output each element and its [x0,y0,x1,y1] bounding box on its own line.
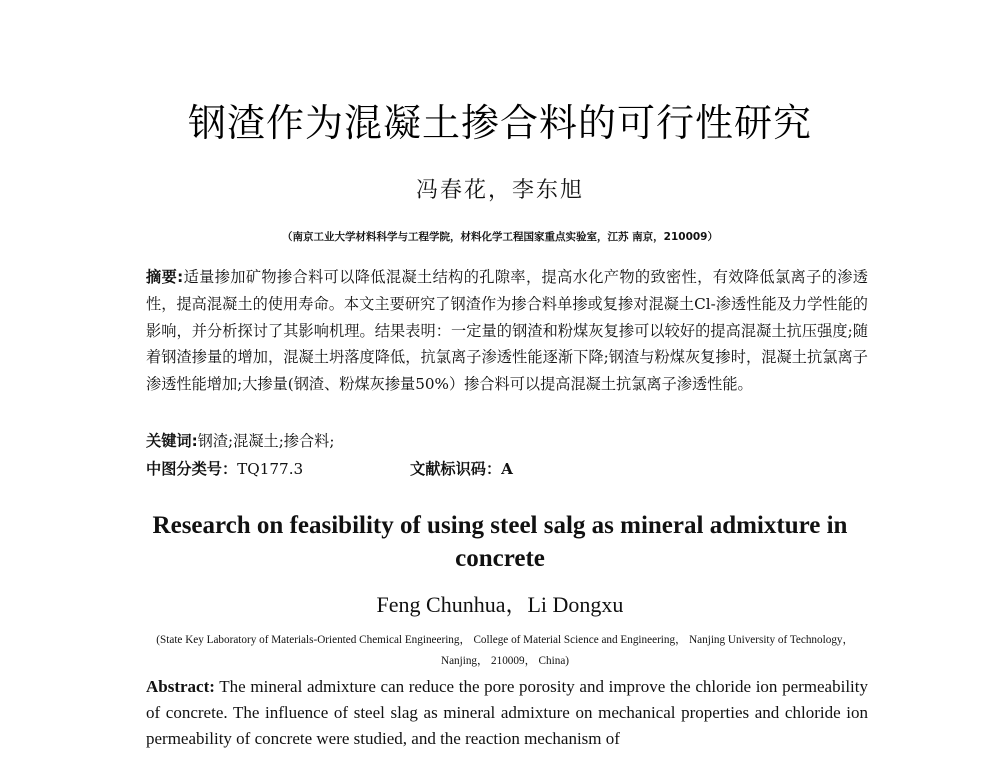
doc-code [410,458,513,479]
affiliation-en: (State Key Laboratory of Materials-Oriented Chemical Engineering， College of Material Science and Engineering， Nanjing University of Technology， Nanjing， 210009， China) [156,634,854,667]
paper-title-en: Research on feasibility of using steel salg as mineral admixture in concrete [152,512,848,572]
authors-cn: 冯春花，李东旭 [415,178,584,203]
authors-en: Feng Chunhua，Li Dongxu [376,592,624,617]
keywords-cn-label: 关键词: [146,432,198,450]
abstract-cn [146,264,868,398]
paper-title-cn: 钢渣作为混凝土掺合料的可行性研究 [187,101,812,145]
doc-code-label: 文献标识码： [410,460,502,478]
keywords-cn-text: 钢渣;混凝土;掺合料; [197,432,335,450]
abstract-cn-label: 摘要: [146,268,184,286]
abstract-en [146,674,868,752]
clc-label: 中图分类号： [146,460,238,478]
affiliation-cn: （南京工业大学材料科学与工程学院，材料化学工程国家重点实验室，江苏 南京，210009） [282,231,718,243]
doc-code-value: A [501,460,513,478]
keywords-cn [146,430,868,451]
abstract-cn-text: 适量掺加矿物掺合料可以降低混凝土结构的孔隙率，提高水化产物的致密性，有效降低氯离子的渗透性，提高混凝土的使用寿命。本文主要研究了钢渣作为掺合料单掺或复掺对混凝土Cl-渗透性能及力学性能的影响，并分析探讨了其影响机理。结果表明：一定量的钢渣和粉煤灰复掺可以较好的提高混凝土抗压强度;随着钢渣掺量的增加，混凝土坍落度降低，抗氯离子渗透性能逐渐下降;钢渣与粉煤灰复掺时，混凝土抗氯离子渗透性能增加;大掺量(钢渣、粉煤灰掺量50%）掺合料可以提高混凝土抗氯离子渗透性能。 [146,268,868,394]
abstract-en-label: Abstract: [146,677,215,696]
abstract-en-text: The mineral admixture can reduce the pore porosity and improve the chloride ion permeability of concrete. The influence of steel slag as mineral admixture on mechanical properties and chloride ion permeability of concrete were studied, and the reaction mechanism of [146,677,868,748]
clc-value: TQ177.3 [237,460,304,478]
classification-line [146,458,868,479]
